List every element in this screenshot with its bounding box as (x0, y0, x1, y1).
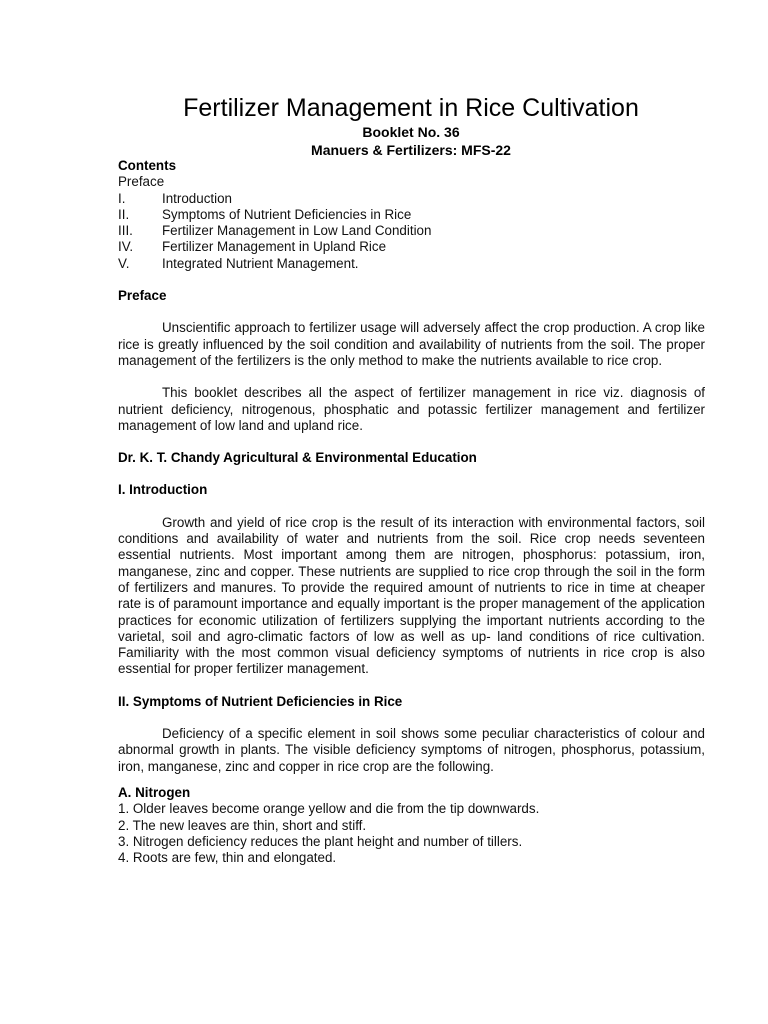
contents-item-number: V. (118, 255, 130, 271)
spacer (118, 434, 705, 450)
contents-item (118, 223, 705, 239)
spacer (118, 272, 705, 288)
introduction-heading: I. Introduction (118, 482, 208, 498)
contents-item-label: Fertilizer Management in Low Land Condition (162, 223, 432, 239)
preface-heading: Preface (118, 288, 167, 304)
contents-item (118, 256, 705, 272)
nitrogen-heading: A. Nitrogen (118, 784, 191, 800)
nitrogen-list-item: 2. The new leaves are thin, short and stiff. (118, 817, 367, 833)
nitrogen-list-item: 1. Older leaves become orange yellow and die from the tip downwards. (118, 801, 540, 817)
contents-item (118, 207, 705, 223)
symptoms-paragraph: Deficiency of a specific element in soil shows some peculiar characteristics of colour and abnormal growth in plants. The visible deficiency symptoms of nitrogen, phosphorus, potassium, iron, manganese, zinc and copper in rice crop are the following. (118, 726, 705, 774)
contents-item (118, 191, 705, 207)
contents-item (118, 239, 705, 255)
contents-item-label: Integrated Nutrient Management. (162, 255, 359, 271)
introduction-paragraph: Growth and yield of rice crop is the result of its interaction with environmental factors, soil conditions and availability of water and nutrients from the soil. Rice crop needs seventeen essential nutrients. Most important among them are nitrogen, phosphorus: potassium, iron, manganese, zinc and copper. These nutrients are supplied to rice crop through the soil in the form of fertilizers and manures. To provide the required amount of nutrients to rice in time at cheaper rate is of paramount importance and equally important is the proper management of the application practices for economic utilization of fertilizers supplying the important nutrients according to the varietal, soil and agro-climatic factors of low as well as up- land conditions of rice cultivation. Familiarity with the most common visual deficiency symptoms of nutrients in rice crop is also essential for proper fertilizer management. (118, 514, 705, 677)
symptoms-heading: II. Symptoms of Nutrient Deficiencies in Rice (118, 693, 403, 709)
contents-item-label: Introduction (162, 190, 232, 206)
series-label: Manuers & Fertilizers: MFS-22 (311, 142, 511, 158)
contents-item-label: Fertilizer Management in Upland Rice (162, 239, 387, 255)
document-body (118, 158, 705, 866)
booklet-number: Booklet No. 36 (362, 124, 460, 140)
contents-item-number: III. (118, 223, 133, 239)
spacer (118, 678, 705, 694)
spacer (118, 499, 705, 515)
contents-item-number: IV. (118, 239, 134, 255)
spacer (118, 466, 705, 482)
contents-item-number: I. (118, 190, 126, 206)
contents-heading: Contents (118, 158, 177, 173)
spacer (118, 710, 705, 726)
document-title: Fertilizer Management in Rice Cultivation (183, 94, 639, 122)
contents-item-label: Symptoms of Nutrient Deficiencies in Rice (162, 206, 412, 222)
nitrogen-list-item: 3. Nitrogen deficiency reduces the plant height and number of tillers. (118, 833, 523, 849)
nitrogen-list-item: 4. Roots are few, thin and elongated. (118, 850, 337, 866)
preface-paragraph-1: Unscientific approach to fertilizer usage will adversely affect the crop production. A crop like rice is greatly influenced by the soil condition and availability of nutrients from the soil. The proper management of the fertilizers is the only method to make the nutrients available to rice crop. (118, 320, 705, 368)
preface-paragraph-2: This booklet describes all the aspect of fertilizer management in rice viz. diagnosis of nutrient deficiency, nitrogenous, phosphatic and potassic fertilizer management and fertilizer management of low land and upland rice. (118, 385, 705, 433)
spacer (118, 369, 705, 385)
contents-item-number: II. (118, 206, 130, 222)
contents-preface: Preface (118, 174, 165, 190)
author-line: Dr. K. T. Chandy Agricultural & Environmental Education (118, 450, 477, 466)
spacer (118, 775, 705, 785)
spacer (118, 304, 705, 320)
